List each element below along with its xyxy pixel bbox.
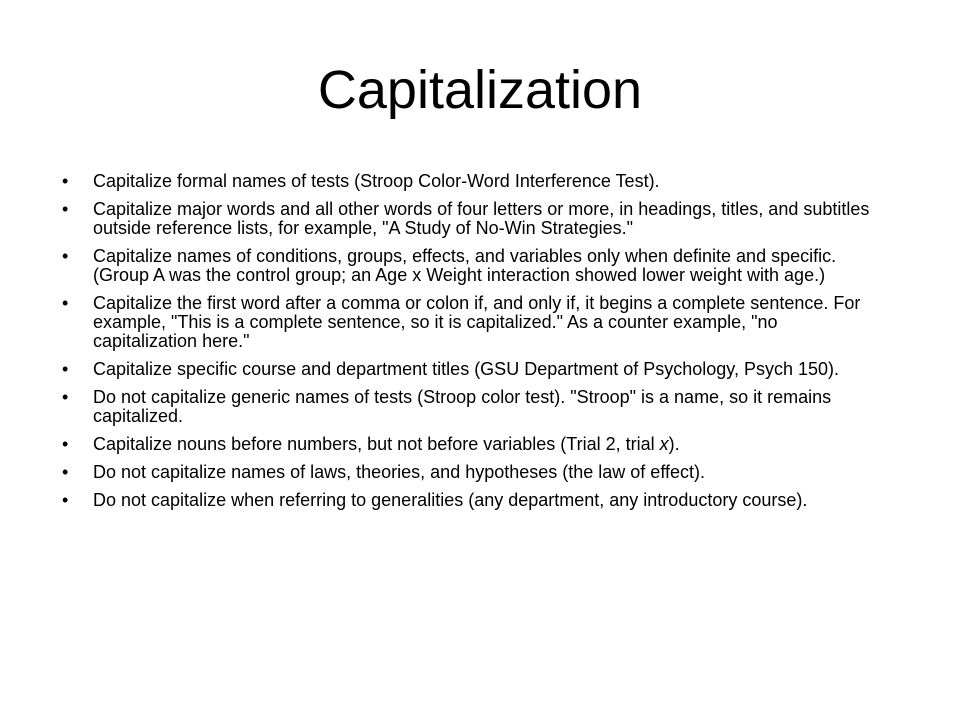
bullet-marker: • [62, 490, 69, 510]
bullet-item [62, 491, 882, 510]
bullet-text-before: Capitalize nouns before numbers, but not before variables (Trial 2, trial [93, 434, 660, 454]
bullet-text: Do not capitalize when referring to generalities (any department, any introductory course). [93, 490, 808, 510]
bullet-marker: • [62, 293, 69, 313]
bullet-item [62, 463, 882, 482]
bullet-marker: • [62, 246, 69, 266]
bullet-item [62, 360, 882, 379]
bullet-item [62, 172, 882, 191]
bullet-text: Do not capitalize names of laws, theories, and hypotheses (the law of effect). [93, 462, 705, 482]
bullet-marker: • [62, 434, 69, 454]
bullet-list [62, 172, 882, 519]
bullet-item [62, 294, 882, 351]
bullet-text: Capitalize formal names of tests (Stroop Color-Word Interference Test). [93, 171, 660, 191]
bullet-item [62, 388, 882, 426]
bullet-text [93, 434, 680, 454]
bullet-marker: • [62, 199, 69, 219]
bullet-text: Capitalize names of conditions, groups, effects, and variables only when definite and specific. (Group A was the control group; an Age x Weight interaction showed lower weight with age.) [93, 246, 837, 285]
bullet-text: Capitalize specific course and department titles (GSU Department of Psychology, Psych 150). [93, 359, 840, 379]
bullet-text: Capitalize major words and all other words of four letters or more, in headings, titles, and subtitles outside reference lists, for example, "A Study of No-Win Strategies." [93, 199, 870, 238]
bullet-item [62, 435, 882, 454]
bullet-text: Do not capitalize generic names of tests (Stroop color test). "Stroop" is a name, so it remains capitalized. [93, 387, 832, 426]
bullet-item [62, 200, 882, 238]
slide-title: Capitalization [317, 60, 643, 120]
bullet-item [62, 247, 882, 285]
bullet-text-after: ). [668, 434, 680, 454]
variable-italic: x [659, 434, 669, 454]
bullet-marker: • [62, 359, 69, 379]
bullet-marker: • [62, 462, 69, 482]
bullet-marker: • [62, 387, 69, 407]
bullet-marker: • [62, 171, 69, 191]
bullet-text: Capitalize the first word after a comma or colon if, and only if, it begins a complete sentence. For example, "This is a complete sentence, so it is capitalized." As a counter example, "no capitalization here." [93, 293, 861, 351]
